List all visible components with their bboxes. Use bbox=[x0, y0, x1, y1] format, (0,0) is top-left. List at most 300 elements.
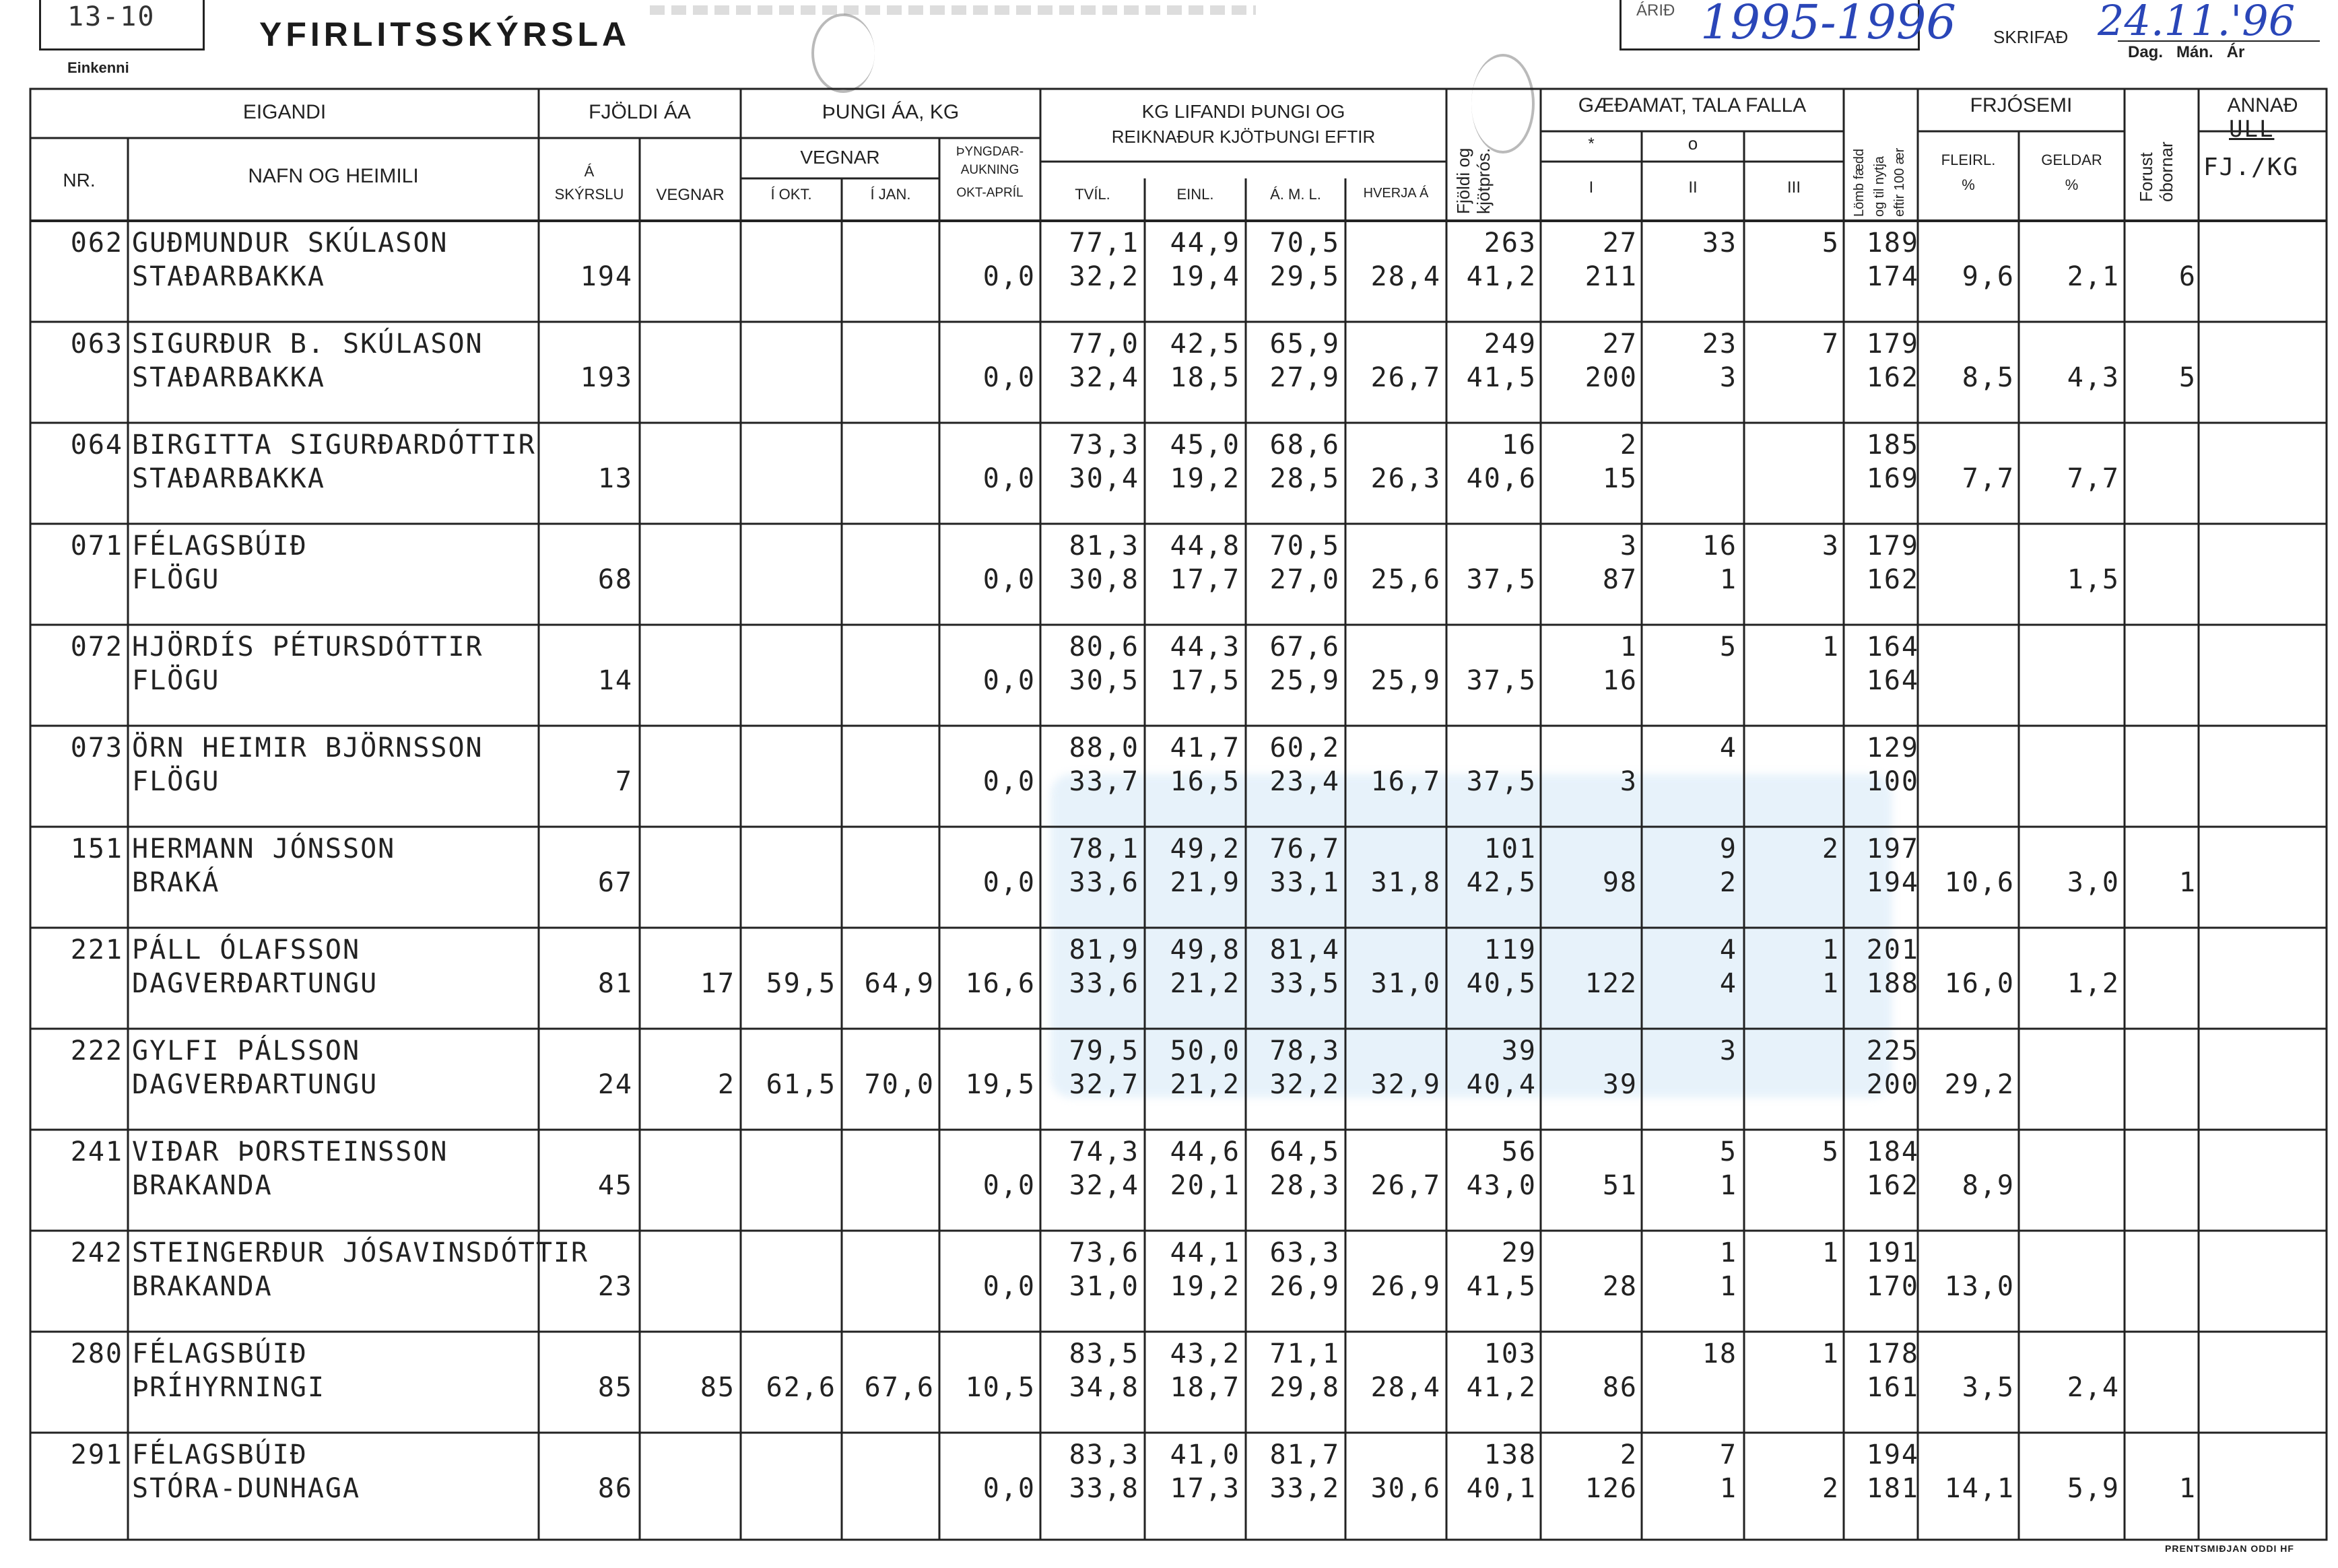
cell-fleirl: 14,1 bbox=[1944, 1473, 2015, 1504]
col-header-lomb-3: eftir 100 ær bbox=[1892, 147, 1907, 217]
cell-place: ÞRÍHYRNINGI bbox=[132, 1372, 325, 1403]
cell-name: SIGURÐUR B. SKÚLASON bbox=[132, 329, 483, 360]
cell-einl2: 19,4 bbox=[1170, 261, 1240, 292]
cell-tvil2: 32,4 bbox=[1069, 362, 1139, 393]
cell-okt: 61,5 bbox=[766, 1069, 836, 1100]
cell-aukn: 0,0 bbox=[982, 564, 1036, 595]
table-row bbox=[0, 221, 2338, 322]
col-header-forust-2: óbornar bbox=[2156, 141, 2176, 202]
cell-o2: 1 bbox=[1719, 1271, 1737, 1302]
cell-tvil2: 33,8 bbox=[1069, 1473, 1139, 1504]
cell-aukn: 0,0 bbox=[982, 261, 1036, 292]
cell-place: STAÐARBAKKA bbox=[132, 362, 325, 393]
col-header-nr: NR. bbox=[63, 170, 96, 191]
cell-l2: 181 bbox=[1866, 1473, 1919, 1504]
cell-o1: 7 bbox=[1719, 1439, 1737, 1470]
cell-fj1: 103 bbox=[1483, 1338, 1537, 1369]
form-title: YFIRLITSSKÝRSLA bbox=[259, 15, 631, 53]
cell-a: 81 bbox=[597, 968, 633, 999]
cell-aml2: 26,9 bbox=[1269, 1271, 1340, 1302]
cell-fj2: 41,5 bbox=[1466, 1271, 1537, 1302]
cell-a: 193 bbox=[580, 362, 633, 393]
cell-aml2: 27,0 bbox=[1269, 564, 1340, 595]
id-box-value: 13-10 bbox=[67, 1, 156, 32]
cell-einl1: 41,7 bbox=[1170, 732, 1240, 763]
cell-fj1: 29 bbox=[1501, 1237, 1537, 1268]
cell-o1: 5 bbox=[1719, 1136, 1737, 1167]
cell-aml1: 60,2 bbox=[1269, 732, 1340, 763]
cell-s2: 15 bbox=[1602, 463, 1638, 494]
cell-name: HERMANN JÓNSSON bbox=[132, 833, 396, 864]
cell-forust: 5 bbox=[2178, 362, 2197, 393]
cell-s2: 51 bbox=[1602, 1170, 1638, 1201]
cell-tvil2: 33,6 bbox=[1069, 968, 1139, 999]
cell-geldar: 5,9 bbox=[2067, 1473, 2120, 1504]
cell-s2: 211 bbox=[1584, 261, 1638, 292]
cell-fj1: 56 bbox=[1501, 1136, 1537, 1167]
cell-einl1: 49,2 bbox=[1170, 833, 1240, 864]
cell-aukn: 0,0 bbox=[982, 1473, 1036, 1504]
cell-einl2: 21,2 bbox=[1170, 1069, 1240, 1100]
cell-fj1: 119 bbox=[1483, 934, 1537, 965]
cell-fj1: 138 bbox=[1483, 1439, 1537, 1470]
cell-s1: 2 bbox=[1619, 430, 1638, 461]
cell-fj2: 42,5 bbox=[1466, 867, 1537, 898]
date-label: Dag. Mán. Ár bbox=[2128, 43, 2245, 61]
cell-nr: 064 bbox=[70, 430, 123, 461]
cell-einl2: 16,5 bbox=[1170, 766, 1240, 797]
cell-place: BRAKANDA bbox=[132, 1170, 273, 1201]
cell-einl2: 19,2 bbox=[1170, 463, 1240, 494]
cell-o1: 4 bbox=[1719, 732, 1737, 763]
cell-geldar: 7,7 bbox=[2067, 463, 2120, 494]
cell-aukn: 0,0 bbox=[982, 1271, 1036, 1302]
cell-a: 14 bbox=[597, 665, 633, 696]
cell-l2: 188 bbox=[1866, 968, 1919, 999]
col-header-lomb bbox=[1849, 92, 1910, 217]
col-header-frjosemi: FRJÓSEMI bbox=[1970, 94, 2073, 116]
cell-fj1: 39 bbox=[1501, 1035, 1537, 1066]
cell-aml1: 81,7 bbox=[1269, 1439, 1340, 1470]
cell-l1: 189 bbox=[1866, 228, 1919, 259]
cell-hverja: 25,9 bbox=[1370, 665, 1441, 696]
col-header-gaedamat: GÆÐAMAT, TALA FALLA bbox=[1578, 94, 1807, 116]
cell-aukn: 19,5 bbox=[965, 1069, 1036, 1100]
cell-s2: 98 bbox=[1602, 867, 1638, 898]
col-header-circle: o bbox=[1688, 133, 1698, 154]
col-header-tvil: TVÍL. bbox=[1075, 186, 1110, 203]
cell-einl1: 41,0 bbox=[1170, 1439, 1240, 1470]
col-header-g3: III bbox=[1786, 178, 1801, 197]
cell-nr: 062 bbox=[70, 228, 123, 259]
cell-a: 45 bbox=[597, 1170, 633, 1201]
col-header-vegnar2: VEGNAR bbox=[800, 147, 880, 168]
cell-fleirl: 7,7 bbox=[1962, 463, 2015, 494]
table-row bbox=[0, 1130, 2338, 1231]
cell-o2: 1 bbox=[1719, 1170, 1737, 1201]
cell-o2: 2 bbox=[1719, 867, 1737, 898]
cell-einl1: 43,2 bbox=[1170, 1338, 1240, 1369]
cell-tvil2: 32,7 bbox=[1069, 1069, 1139, 1100]
table-row bbox=[0, 827, 2338, 928]
table-row bbox=[0, 1332, 2338, 1433]
cell-tvil2: 30,4 bbox=[1069, 463, 1139, 494]
cell-aml2: 29,5 bbox=[1269, 261, 1340, 292]
cell-s1: 1 bbox=[1619, 632, 1638, 662]
cell-geldar: 1,2 bbox=[2067, 968, 2120, 999]
cell-fj1: 16 bbox=[1501, 430, 1537, 461]
cell-fleirl: 9,6 bbox=[1962, 261, 2015, 292]
cell-nr: 221 bbox=[70, 934, 123, 965]
col-header-kg-1: KG LIFANDI ÞUNGI OG bbox=[1141, 101, 1345, 122]
cell-fleirl: 13,0 bbox=[1944, 1271, 2015, 1302]
cell-einl1: 44,6 bbox=[1170, 1136, 1240, 1167]
col-header-thyngd-2: AUKNING bbox=[960, 163, 1020, 177]
col-header-star: * bbox=[1588, 135, 1595, 153]
cell-l1: 129 bbox=[1866, 732, 1919, 763]
cell-einl1: 44,8 bbox=[1170, 531, 1240, 561]
col-header-ull: ULL bbox=[2229, 116, 2275, 143]
cell-tvil1: 81,3 bbox=[1069, 531, 1139, 561]
cell-tvil1: 73,6 bbox=[1069, 1237, 1139, 1268]
cell-tvil1: 74,3 bbox=[1069, 1136, 1139, 1167]
col-header-okt: Í OKT. bbox=[770, 186, 812, 203]
cell-hverja: 26,7 bbox=[1370, 1170, 1441, 1201]
cell-iii2: 2 bbox=[1822, 1473, 1840, 1504]
table-row bbox=[0, 726, 2338, 827]
cell-l1: 194 bbox=[1866, 1439, 1919, 1470]
cell-o1: 18 bbox=[1702, 1338, 1737, 1369]
col-header-lomb-1: Lömb fædd bbox=[1852, 148, 1867, 217]
cell-l2: 100 bbox=[1866, 766, 1919, 797]
cell-aml2: 33,1 bbox=[1269, 867, 1340, 898]
written-label: SKRIFAÐ bbox=[1993, 27, 2069, 47]
cell-o1: 5 bbox=[1719, 632, 1737, 662]
cell-nr: 291 bbox=[70, 1439, 123, 1470]
cell-tvil1: 77,1 bbox=[1069, 228, 1139, 259]
cell-s2: 87 bbox=[1602, 564, 1638, 595]
cell-s2: 3 bbox=[1619, 766, 1638, 797]
cell-hverja: 25,6 bbox=[1370, 564, 1441, 595]
cell-nr: 071 bbox=[70, 531, 123, 561]
cell-fleirl: 10,6 bbox=[1944, 867, 2015, 898]
cell-place: DAGVERÐARTUNGU bbox=[132, 968, 378, 999]
col-header-a-2: SKÝRSLU bbox=[554, 186, 624, 203]
cell-o1: 4 bbox=[1719, 934, 1737, 965]
cell-aml1: 63,3 bbox=[1269, 1237, 1340, 1268]
cell-l1: 178 bbox=[1866, 1338, 1919, 1369]
cell-einl2: 17,3 bbox=[1170, 1473, 1240, 1504]
cell-fj2: 43,0 bbox=[1466, 1170, 1537, 1201]
printer-credit: PRENTSMIÐJAN ODDI HF bbox=[2165, 1543, 2294, 1554]
cell-fj2: 40,6 bbox=[1466, 463, 1537, 494]
cell-tvil2: 33,7 bbox=[1069, 766, 1139, 797]
cell-geldar: 3,0 bbox=[2067, 867, 2120, 898]
cell-einl2: 17,5 bbox=[1170, 665, 1240, 696]
cell-l1: 201 bbox=[1866, 934, 1919, 965]
cell-aml2: 27,9 bbox=[1269, 362, 1340, 393]
table-row bbox=[0, 1231, 2338, 1332]
col-header-forust bbox=[2136, 94, 2176, 202]
cell-einl2: 18,7 bbox=[1170, 1372, 1240, 1403]
cell-tvil1: 78,1 bbox=[1069, 833, 1139, 864]
cell-iii2: 1 bbox=[1822, 968, 1840, 999]
cell-s1: 27 bbox=[1602, 329, 1638, 360]
cell-l1: 179 bbox=[1866, 531, 1919, 561]
cell-nr: 222 bbox=[70, 1035, 123, 1066]
cell-s2: 200 bbox=[1584, 362, 1638, 393]
cell-einl1: 45,0 bbox=[1170, 430, 1240, 461]
cell-s2: 126 bbox=[1584, 1473, 1638, 1504]
cell-aml1: 65,9 bbox=[1269, 329, 1340, 360]
table-row bbox=[0, 1029, 2338, 1130]
cell-einl2: 19,2 bbox=[1170, 1271, 1240, 1302]
cell-tvil1: 83,5 bbox=[1069, 1338, 1139, 1369]
cell-tvil1: 73,3 bbox=[1069, 430, 1139, 461]
col-header-geldar-pct: % bbox=[2065, 176, 2079, 193]
cell-fleirl: 8,9 bbox=[1962, 1170, 2015, 1201]
cell-l1: 191 bbox=[1866, 1237, 1919, 1268]
col-header-forust-1: Forust bbox=[2136, 152, 2156, 202]
cell-iii1: 1 bbox=[1822, 632, 1840, 662]
cell-name: BIRGITTA SIGURÐARDÓTTIR bbox=[132, 430, 536, 461]
table-row bbox=[0, 928, 2338, 1029]
cell-hverja: 31,8 bbox=[1370, 867, 1441, 898]
cell-name: FÉLAGSBÚIÐ bbox=[132, 1338, 308, 1369]
col-header-jan: Í JAN. bbox=[870, 186, 911, 203]
cell-fj2: 37,5 bbox=[1466, 564, 1537, 595]
cell-fleirl: 8,5 bbox=[1962, 362, 2015, 393]
year-value: 1995-1996 bbox=[1700, 0, 1956, 50]
cell-a: 7 bbox=[615, 766, 633, 797]
cell-okt: 62,6 bbox=[766, 1372, 836, 1403]
cell-l2: 169 bbox=[1866, 463, 1919, 494]
cell-s1: 27 bbox=[1602, 228, 1638, 259]
cell-o2: 1 bbox=[1719, 1473, 1737, 1504]
cell-a: 67 bbox=[597, 867, 633, 898]
cell-fj2: 41,5 bbox=[1466, 362, 1537, 393]
cell-aml2: 33,2 bbox=[1269, 1473, 1340, 1504]
cell-iii1: 1 bbox=[1822, 934, 1840, 965]
cell-l1: 184 bbox=[1866, 1136, 1919, 1167]
cell-aukn: 10,5 bbox=[965, 1372, 1036, 1403]
col-header-einl: EINL. bbox=[1176, 186, 1214, 203]
col-header-aml: Á. M. L. bbox=[1270, 186, 1321, 203]
cell-fj2: 41,2 bbox=[1466, 261, 1537, 292]
cell-name: STEINGERÐUR JÓSAVINSDÓTTIR bbox=[132, 1237, 589, 1268]
cell-l2: 170 bbox=[1866, 1271, 1919, 1302]
cell-einl2: 21,2 bbox=[1170, 968, 1240, 999]
cell-l2: 162 bbox=[1866, 362, 1919, 393]
cell-tvil1: 80,6 bbox=[1069, 632, 1139, 662]
cell-tvil1: 81,9 bbox=[1069, 934, 1139, 965]
cell-l1: 179 bbox=[1866, 329, 1919, 360]
cell-name: GUÐMUNDUR SKÚLASON bbox=[132, 228, 448, 259]
cell-einl2: 20,1 bbox=[1170, 1170, 1240, 1201]
cell-s1: 3 bbox=[1619, 531, 1638, 561]
cell-l2: 194 bbox=[1866, 867, 1919, 898]
cell-s2: 28 bbox=[1602, 1271, 1638, 1302]
col-header-hverja: HVERJA Á bbox=[1363, 186, 1429, 201]
cell-aukn: 16,6 bbox=[965, 968, 1036, 999]
cell-nr: 063 bbox=[70, 329, 123, 360]
cell-hverja: 26,9 bbox=[1370, 1271, 1441, 1302]
cell-iii1: 7 bbox=[1822, 329, 1840, 360]
cell-o1: 16 bbox=[1702, 531, 1737, 561]
cell-aml1: 78,3 bbox=[1269, 1035, 1340, 1066]
col-header-thyngd-1: ÞYNGDAR- bbox=[956, 145, 1024, 159]
cell-jan: 64,9 bbox=[864, 968, 935, 999]
cell-hverja: 16,7 bbox=[1370, 766, 1441, 797]
col-header-lomb-2: og til nytja bbox=[1872, 156, 1887, 217]
col-header-g2: II bbox=[1688, 178, 1698, 197]
col-header-thyngd-3: OKT-APRÍL bbox=[956, 186, 1024, 200]
cell-tvil2: 33,6 bbox=[1069, 867, 1139, 898]
cell-aml1: 70,5 bbox=[1269, 228, 1340, 259]
cell-aukn: 0,0 bbox=[982, 1170, 1036, 1201]
cell-tvil2: 32,2 bbox=[1069, 261, 1139, 292]
cell-l2: 162 bbox=[1866, 1170, 1919, 1201]
cell-o2: 4 bbox=[1719, 968, 1737, 999]
cell-l2: 174 bbox=[1866, 261, 1919, 292]
cell-fj1: 263 bbox=[1483, 228, 1537, 259]
cell-nr: 280 bbox=[70, 1338, 123, 1369]
cell-aml2: 29,8 bbox=[1269, 1372, 1340, 1403]
col-header-eigandi: EIGANDI bbox=[242, 101, 327, 123]
cell-l2: 161 bbox=[1866, 1372, 1919, 1403]
cell-aml2: 28,5 bbox=[1269, 463, 1340, 494]
cell-place: BRAKÁ bbox=[132, 867, 220, 898]
cell-iii1: 1 bbox=[1822, 1237, 1840, 1268]
cell-geldar: 2,4 bbox=[2067, 1372, 2120, 1403]
cell-s2: 122 bbox=[1584, 968, 1638, 999]
year-label: ÁRIÐ bbox=[1636, 1, 1675, 20]
cell-einl1: 49,8 bbox=[1170, 934, 1240, 965]
cell-a: 194 bbox=[580, 261, 633, 292]
cell-s2: 39 bbox=[1602, 1069, 1638, 1100]
cell-nr: 072 bbox=[70, 632, 123, 662]
cell-nr: 241 bbox=[70, 1136, 123, 1167]
cell-fj2: 37,5 bbox=[1466, 665, 1537, 696]
col-header-fjoldi-kjot-2: kjötprós. bbox=[1473, 147, 1494, 214]
written-value: 24.11.'96 bbox=[2098, 0, 2296, 45]
cell-aml2: 32,2 bbox=[1269, 1069, 1340, 1100]
cell-iii1: 5 bbox=[1822, 1136, 1840, 1167]
cell-iii1: 3 bbox=[1822, 531, 1840, 561]
cell-name: ÖRN HEIMIR BJÖRNSSON bbox=[132, 732, 483, 763]
col-header-fjoldi-kjot-1: Fjöldi og bbox=[1453, 147, 1473, 214]
cell-place: DAGVERÐARTUNGU bbox=[132, 1069, 378, 1100]
col-header-fleirl: FLEIRL. bbox=[1941, 151, 1996, 168]
cell-s2: 86 bbox=[1602, 1372, 1638, 1403]
cell-fj1: 101 bbox=[1483, 833, 1537, 864]
cell-aml1: 68,6 bbox=[1269, 430, 1340, 461]
table-row bbox=[0, 524, 2338, 625]
cell-place: BRAKANDA bbox=[132, 1271, 273, 1302]
id-label: Einkenni bbox=[67, 59, 129, 76]
col-header-fjkg: FJ./KG bbox=[2203, 154, 2300, 181]
cell-veg: 17 bbox=[700, 968, 735, 999]
cell-nr: 242 bbox=[70, 1237, 123, 1268]
cell-aml1: 81,4 bbox=[1269, 934, 1340, 965]
col-header-thungi: ÞUNGI ÁA, KG bbox=[822, 101, 960, 123]
cell-forust: 1 bbox=[2178, 867, 2197, 898]
cell-a: 23 bbox=[597, 1271, 633, 1302]
col-header-geldar: GELDAR bbox=[2041, 151, 2102, 168]
cell-aml2: 23,4 bbox=[1269, 766, 1340, 797]
cell-einl1: 50,0 bbox=[1170, 1035, 1240, 1066]
cell-aukn: 0,0 bbox=[982, 665, 1036, 696]
cell-aukn: 0,0 bbox=[982, 463, 1036, 494]
cell-name: VIÐAR ÞORSTEINSSON bbox=[132, 1136, 448, 1167]
cell-o1: 3 bbox=[1719, 1035, 1737, 1066]
cell-tvil1: 77,0 bbox=[1069, 329, 1139, 360]
cell-o1: 33 bbox=[1702, 228, 1737, 259]
cell-hverja: 28,4 bbox=[1370, 261, 1441, 292]
cell-einl1: 44,9 bbox=[1170, 228, 1240, 259]
cell-o1: 23 bbox=[1702, 329, 1737, 360]
cell-fj2: 40,5 bbox=[1466, 968, 1537, 999]
cell-s1: 2 bbox=[1619, 1439, 1638, 1470]
cell-a: 85 bbox=[597, 1372, 633, 1403]
cell-tvil1: 88,0 bbox=[1069, 732, 1139, 763]
cell-aml1: 64,5 bbox=[1269, 1136, 1340, 1167]
col-header-annad: ANNAÐ bbox=[2227, 94, 2298, 116]
cell-place: FLÖGU bbox=[132, 564, 220, 595]
cell-fj2: 37,5 bbox=[1466, 766, 1537, 797]
cell-fleirl: 29,2 bbox=[1944, 1069, 2015, 1100]
cell-einl2: 18,5 bbox=[1170, 362, 1240, 393]
cell-name: HJÖRDÍS PÉTURSDÓTTIR bbox=[132, 632, 483, 662]
cell-place: STÓRA-DUNHAGA bbox=[132, 1473, 361, 1504]
col-header-fleirl-pct: % bbox=[1962, 176, 1975, 193]
table-row bbox=[0, 625, 2338, 726]
cell-l1: 164 bbox=[1866, 632, 1919, 662]
col-header-nafn: NAFN OG HEIMILI bbox=[248, 165, 419, 187]
cell-forust: 6 bbox=[2178, 261, 2197, 292]
cell-fj2: 40,1 bbox=[1466, 1473, 1537, 1504]
cell-hverja: 26,7 bbox=[1370, 362, 1441, 393]
cell-o2: 1 bbox=[1719, 564, 1737, 595]
cell-iii1: 1 bbox=[1822, 1338, 1840, 1369]
cell-hverja: 30,6 bbox=[1370, 1473, 1441, 1504]
cell-aukn: 0,0 bbox=[982, 766, 1036, 797]
cell-hverja: 31,0 bbox=[1370, 968, 1441, 999]
cell-aml1: 67,6 bbox=[1269, 632, 1340, 662]
cell-place: STAÐARBAKKA bbox=[132, 463, 325, 494]
cell-o2: 3 bbox=[1719, 362, 1737, 393]
cell-aukn: 0,0 bbox=[982, 362, 1036, 393]
cell-iii1: 2 bbox=[1822, 833, 1840, 864]
col-header-g1: I bbox=[1589, 178, 1594, 197]
cell-tvil1: 83,3 bbox=[1069, 1439, 1139, 1470]
cell-tvil2: 30,5 bbox=[1069, 665, 1139, 696]
cell-hverja: 28,4 bbox=[1370, 1372, 1441, 1403]
cell-tvil2: 31,0 bbox=[1069, 1271, 1139, 1302]
cell-a: 68 bbox=[597, 564, 633, 595]
cell-fj2: 41,2 bbox=[1466, 1372, 1537, 1403]
cell-geldar: 2,1 bbox=[2067, 261, 2120, 292]
cell-iii1: 5 bbox=[1822, 228, 1840, 259]
cell-einl1: 44,3 bbox=[1170, 632, 1240, 662]
cell-aml1: 76,7 bbox=[1269, 833, 1340, 864]
cell-einl1: 44,1 bbox=[1170, 1237, 1240, 1268]
cell-tvil2: 32,4 bbox=[1069, 1170, 1139, 1201]
cell-place: FLÖGU bbox=[132, 766, 220, 797]
cell-fleirl: 16,0 bbox=[1944, 968, 2015, 999]
cell-einl1: 42,5 bbox=[1170, 329, 1240, 360]
cell-tvil2: 34,8 bbox=[1069, 1372, 1139, 1403]
